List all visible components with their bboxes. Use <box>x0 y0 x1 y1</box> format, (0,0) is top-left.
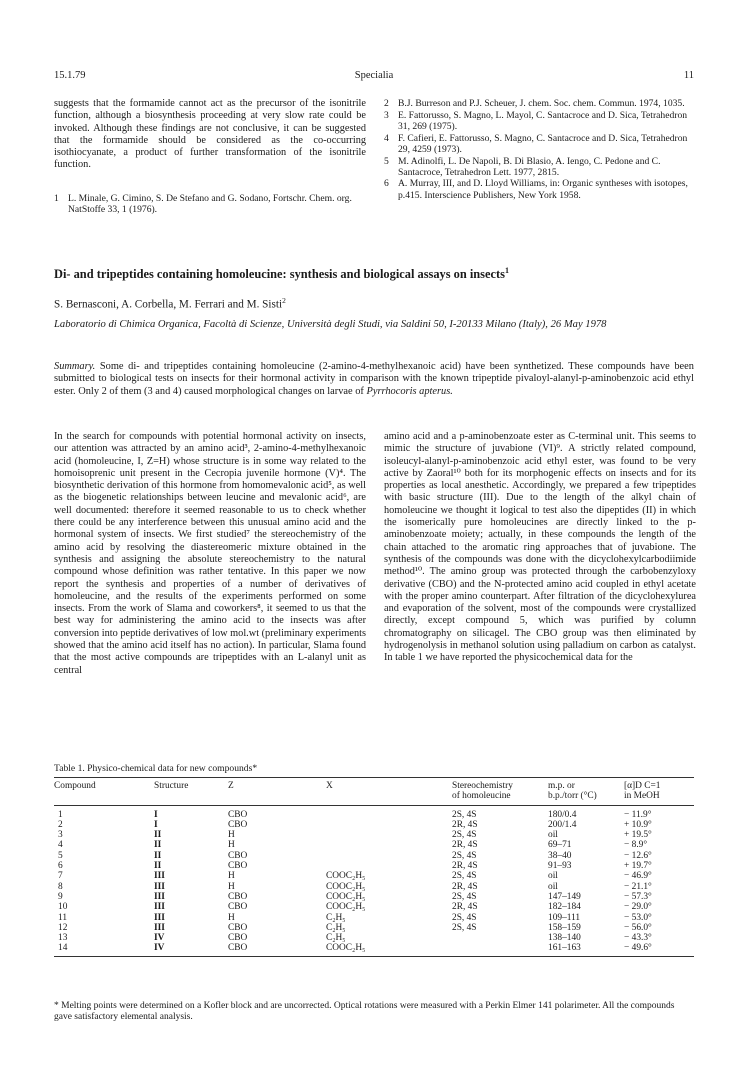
cell-alpha: − 57.3° <box>624 891 652 902</box>
cell-structure: III <box>154 871 165 882</box>
cell-compound: 2 <box>58 819 63 830</box>
col-header-structure: Structure <box>154 781 189 791</box>
cell-alpha: − 8.9° <box>624 840 648 851</box>
cell-stereo <box>452 933 548 943</box>
cell-structure: II <box>154 840 162 851</box>
reference-number: 1 <box>54 193 59 204</box>
reference-number: 2 <box>384 98 389 109</box>
table-row <box>54 805 694 820</box>
cell-z: CBO <box>228 943 248 954</box>
table-row <box>54 882 694 892</box>
cell-structure: III <box>154 881 165 892</box>
col-header-alpha-line2: in MeOH <box>624 791 660 802</box>
cell-mp: oil <box>548 871 558 882</box>
previous-article-references-left <box>54 193 366 215</box>
cell-mp: 161–163 <box>548 943 581 954</box>
cell-compound: 5 <box>58 850 63 861</box>
cell-compound: 1 <box>58 809 63 820</box>
reference-text: L. Minale, G. Cimino, S. De Stefano and G. Sodano, Fortschr. Chem. org. NatStoffe 33, 1 (1976). <box>68 193 352 216</box>
cell-x <box>326 861 452 871</box>
cell-mp: 147–149 <box>548 891 581 902</box>
cell-mp: 180/0.4 <box>548 809 577 820</box>
table-row <box>54 840 694 850</box>
reference-number: 3 <box>384 109 389 121</box>
cell-stereo: 2S, 4S <box>452 912 477 923</box>
col-header-mp-line1: m.p. or <box>548 781 575 791</box>
cell-alpha: − 46.9° <box>624 871 652 882</box>
cell-x <box>326 830 452 840</box>
cell-x: C₂H₅ <box>326 912 346 923</box>
cell-stereo: 2S, 4S <box>452 830 477 841</box>
reference-text: E. Fattorusso, S. Magno, L. Mayol, C. Santacroce and D. Sica, Tetrahedron 31, 269 (1975). <box>398 109 688 132</box>
col-header-z: Z <box>228 781 234 791</box>
reference-text: A. Murray, III, and D. Lloyd Williams, in: Organic syntheses with isotopes, p.415. Interscience Publishers, New York 1958. <box>398 178 688 201</box>
article-affiliation: Laboratorio di Chimica Organica, Facoltà di Scienze, Università degli Studi, via Saldini 50, I-20133 Milano (Italy), 26 May 1978 <box>54 319 607 330</box>
col-header-mp-line2: b.p./torr (°C) <box>548 791 597 802</box>
table-row <box>54 933 694 943</box>
table-caption: Table 1. Physico-chemical data for new compounds* <box>54 763 258 774</box>
cell-z: CBO <box>228 861 248 872</box>
table-footnote: * Melting points were determined on a Kofler block and are uncorrected. Optical rotations were measured with a Perkin Elmer 141 polarimeter. All the compounds gave satisfactory elemental analysis. <box>54 1001 675 1023</box>
reference-item <box>384 98 696 109</box>
cell-compound: 10 <box>58 902 68 913</box>
cell-structure: IV <box>154 933 165 944</box>
cell-alpha: − 21.1° <box>624 881 652 892</box>
reference-number: 5 <box>384 155 389 167</box>
body-column-left <box>54 431 366 677</box>
cell-stereo: 2R, 4S <box>452 881 478 892</box>
table-row <box>54 892 694 902</box>
body-left-text: In the search for compounds with potential hormonal activity on insects, our attention was attracted by an amino acid³, 2-amino-4-methylhexanoic acid (homoleucine, I, Z=H) whose structure is in some way related to the homoisoprenic unit present in the Cecropia juvenile hormone (V)⁴. The biosynthetic derivation of this hormone from homomevalonic acid⁵, as well as the biogenetic relationships between leucine and mevalonic acid⁶, are well documented: therefore it seemed reasonable to us to check whether there could be any interference between this unusual amino acid and the hormonal system of insects. We first studied⁷ the stereochemistry of the amino acid by resolving the diastereomeric mixture obtained in the synthesis and assigning the absolute stereochemistry to the natural compound whose definition was rather tentative. In this paper we now report the synthesis and properties of a number of derivatives of homoleucine, and the results of the experiments performed on some insects. From the work of Slama and coworkers⁸, it seemed to us that the best way for administering the amino acid to the insects was after conversion into peptide derivatives of low mol.wt (preliminary experiments showed that the amino acid itself has no action). In particular, Slama found that the most active compounds are tripeptides with an L-alanyl unit as central <box>54 431 366 676</box>
table-row <box>54 861 694 871</box>
table-row <box>54 943 694 956</box>
cell-z: CBO <box>228 819 248 830</box>
cell-mp: 200/1.4 <box>548 819 577 830</box>
table-row <box>54 820 694 830</box>
cell-x <box>326 840 452 850</box>
cell-structure: II <box>154 850 162 861</box>
article-title-text: Di- and tripeptides containing homoleucine: synthesis and biological assays on insects <box>54 267 505 282</box>
cell-mp: 38–40 <box>548 850 572 861</box>
cell-stereo: 2R, 4S <box>452 902 478 913</box>
header-page-number: 11 <box>683 70 694 81</box>
cell-structure: II <box>154 830 162 841</box>
cell-compound: 13 <box>58 933 68 944</box>
cell-mp: 109–111 <box>548 912 581 923</box>
reference-number: 4 <box>384 132 389 144</box>
reference-number: 6 <box>384 178 389 190</box>
body-right-text: amino acid and a p-aminobenzoate ester as C-terminal unit. This seems to mimic the structure of juvabione (VI)⁹. A strictly related compound, isoleucyl-alanyl-p-aminobenzoic acid ethyl ester, was found to be very active by Zaoral¹⁰ both for its morphogenic effects on insects and for its properties as local anesthetic. Accordingly, we prepared a few tripeptides with basic structure (III). Due to the length of the alkyl chain of homoleucine we thought it logical to test also the dipeptides (II) in which the isomerically pure homoleucines are directly linked to the p-aminobenzoate moiety; actually, in these compounds the length of the chain attached to the aromatic ring approaches that of juvabione. The synthesis of the compounds was done with the dicyclohexylcarbodiimide method¹⁰. The amino group was protected through the carbobenzyloxy derivative (CBO) and the N-protected amino acid coupled in ethyl acetate with the proper amino counterpart. After filtration of the dicyclohexylurea and evaporation of the solvent, most of the compounds were crystallized directly, except compound 5, which was purified by column chromatography on silicagel. The CBO group was then eliminated by hydrogenolysis in methanol solution using palladium on carbon as catalyst. In table 1 we have reported the physicochemical data for the <box>384 431 696 664</box>
cell-alpha: + 19.7° <box>624 861 652 872</box>
cell-x: COOC₂H₅ <box>326 891 366 902</box>
cell-alpha: − 56.0° <box>624 922 652 933</box>
cell-compound: 7 <box>58 871 63 882</box>
header-journal: Specialia <box>354 70 394 81</box>
cell-structure: I <box>154 819 158 830</box>
previous-article-text: suggests that the formamide cannot act as the precursor of the isonitrile function, although a biosynthesis proceeding at very slow rate could be invoked. Although these findings are not conclusive, it can be suggested that the formamide should be considered as the co-occurring isothiocyanate, a product of further transformation of the isonitrile function. <box>54 98 366 171</box>
table-row <box>54 923 694 933</box>
table-row <box>54 913 694 923</box>
cell-alpha: − 29.0° <box>624 902 652 913</box>
col-header-alpha-line1: [α]D C=1 <box>624 781 661 791</box>
previous-article-references-right <box>384 98 696 201</box>
table-row <box>54 830 694 840</box>
reference-text: B.J. Burreson and P.J. Scheuer, J. chem. Soc. chem. Commun. 1974, 1035. <box>398 98 685 109</box>
cell-compound: 6 <box>58 861 63 872</box>
cell-x <box>326 851 452 861</box>
cell-x <box>326 805 452 820</box>
cell-stereo: 2S, 4S <box>452 850 477 861</box>
cell-x: C₂H₅ <box>326 922 346 933</box>
cell-structure: I <box>154 809 158 820</box>
cell-stereo: 2R, 4S <box>452 861 478 872</box>
cell-stereo: 2R, 4S <box>452 840 478 851</box>
table-row <box>54 871 694 881</box>
col-header-x: X <box>326 781 333 791</box>
reference-item <box>54 193 366 215</box>
cell-structure: III <box>154 922 165 933</box>
cell-x: COOC₂H₅ <box>326 943 366 954</box>
cell-z: CBO <box>228 850 248 861</box>
cell-z: CBO <box>228 922 248 933</box>
article-authors <box>54 296 286 311</box>
cell-z: H <box>228 830 235 841</box>
cell-z: CBO <box>228 809 248 820</box>
cell-mp: oil <box>548 881 558 892</box>
table-header-row <box>54 778 694 806</box>
cell-compound: 8 <box>58 881 63 892</box>
col-header-compound: Compound <box>54 781 96 791</box>
cell-z: CBO <box>228 933 248 944</box>
col-header-stereo-line1: Stereochemistry <box>452 781 513 791</box>
cell-compound: 3 <box>58 830 63 841</box>
body-column-right <box>384 431 696 665</box>
cell-x: COOC₂H₅ <box>326 881 366 892</box>
cell-x: C₂H₅ <box>326 933 346 944</box>
reference-item <box>384 110 696 132</box>
cell-compound: 12 <box>58 922 68 933</box>
reference-item <box>384 133 696 155</box>
cell-z: CBO <box>228 902 248 913</box>
cell-stereo: 2S, 4S <box>452 871 477 882</box>
cell-mp: oil <box>548 830 558 841</box>
table-row <box>54 851 694 861</box>
col-header-optical-rotation <box>624 778 694 806</box>
cell-mp: 158–159 <box>548 922 581 933</box>
cell-alpha: − 12.6° <box>624 850 652 861</box>
article-title <box>54 266 694 282</box>
cell-structure: III <box>154 891 165 902</box>
cell-stereo: 2R, 4S <box>452 819 478 830</box>
article-authors-text: S. Bernasconi, A. Corbella, M. Ferrari and M. Sisti <box>54 298 283 311</box>
cell-compound: 4 <box>58 840 63 851</box>
previous-article-paragraph <box>54 98 366 172</box>
cell-stereo: 2S, 4S <box>452 809 477 820</box>
reference-item <box>384 156 696 178</box>
table-row <box>54 902 694 912</box>
col-header-stereo-line2: of homoleucine <box>452 791 511 802</box>
col-header-melting-point <box>548 778 624 806</box>
cell-compound: 11 <box>58 912 68 923</box>
cell-mp: 91–93 <box>548 861 572 872</box>
cell-x <box>326 820 452 830</box>
article-authors-footnote-mark: 2 <box>282 296 286 305</box>
cell-stereo: 2S, 4S <box>452 922 477 933</box>
reference-text: M. Adinolfi, L. De Napoli, B. Di Blasio, A. Iengo, C. Pedone and C. Santacroce, Tetrahedron Lett. 1977, 2815. <box>398 155 661 178</box>
cell-mp: 138–140 <box>548 933 581 944</box>
cell-stereo <box>452 943 548 956</box>
article-title-footnote-mark: 1 <box>504 266 509 275</box>
table-body <box>54 805 694 956</box>
cell-structure: III <box>154 912 165 923</box>
cell-alpha: − 49.6° <box>624 943 652 954</box>
article-summary <box>54 361 694 398</box>
header-date: 15.1.79 <box>54 70 86 81</box>
cell-structure: II <box>154 861 162 872</box>
cell-structure: III <box>154 902 165 913</box>
cell-structure: IV <box>154 943 165 954</box>
cell-alpha: + 10.9° <box>624 819 652 830</box>
cell-x: COOC₂H₅ <box>326 902 366 913</box>
col-header-stereochemistry <box>452 778 548 806</box>
cell-stereo: 2S, 4S <box>452 891 477 902</box>
cell-alpha: − 43.3° <box>624 933 652 944</box>
cell-alpha: + 19.5° <box>624 830 652 841</box>
cell-z: H <box>228 881 235 892</box>
reference-item <box>384 178 696 200</box>
cell-z: H <box>228 912 235 923</box>
cell-mp: 69–71 <box>548 840 572 851</box>
summary-text: Some di- and tripeptides containing homoleucine (2-amino-4-methylhexanoic acid) have been synthetized. These compounds have been submitted to biological tests on insects for their hormonal activity in comparison with the known tripeptide pivaloyl-alanyl-p-aminobenzoic acid ethyl ester. Only 2 of them (3 and 4) caused morphological changes on larvae of <box>54 361 694 397</box>
cell-compound: 9 <box>58 891 63 902</box>
cell-alpha: − 11.9° <box>624 809 652 820</box>
cell-alpha: − 53.0° <box>624 912 652 923</box>
cell-mp: 182–184 <box>548 902 581 913</box>
cell-z: H <box>228 840 235 851</box>
physico-chemical-table <box>54 777 694 957</box>
summary-species: Pyrrhocoris apterus. <box>366 385 453 397</box>
cell-x: COOC₂H₅ <box>326 871 366 882</box>
cell-z: CBO <box>228 891 248 902</box>
summary-label: Summary. <box>54 361 96 372</box>
cell-z: H <box>228 871 235 882</box>
reference-text: F. Cafieri, E. Fattorusso, S. Magno, C. Santacroce and D. Sica, Tetrahedron 29, 4259 (1973). <box>398 132 688 155</box>
cell-compound: 14 <box>58 943 68 954</box>
